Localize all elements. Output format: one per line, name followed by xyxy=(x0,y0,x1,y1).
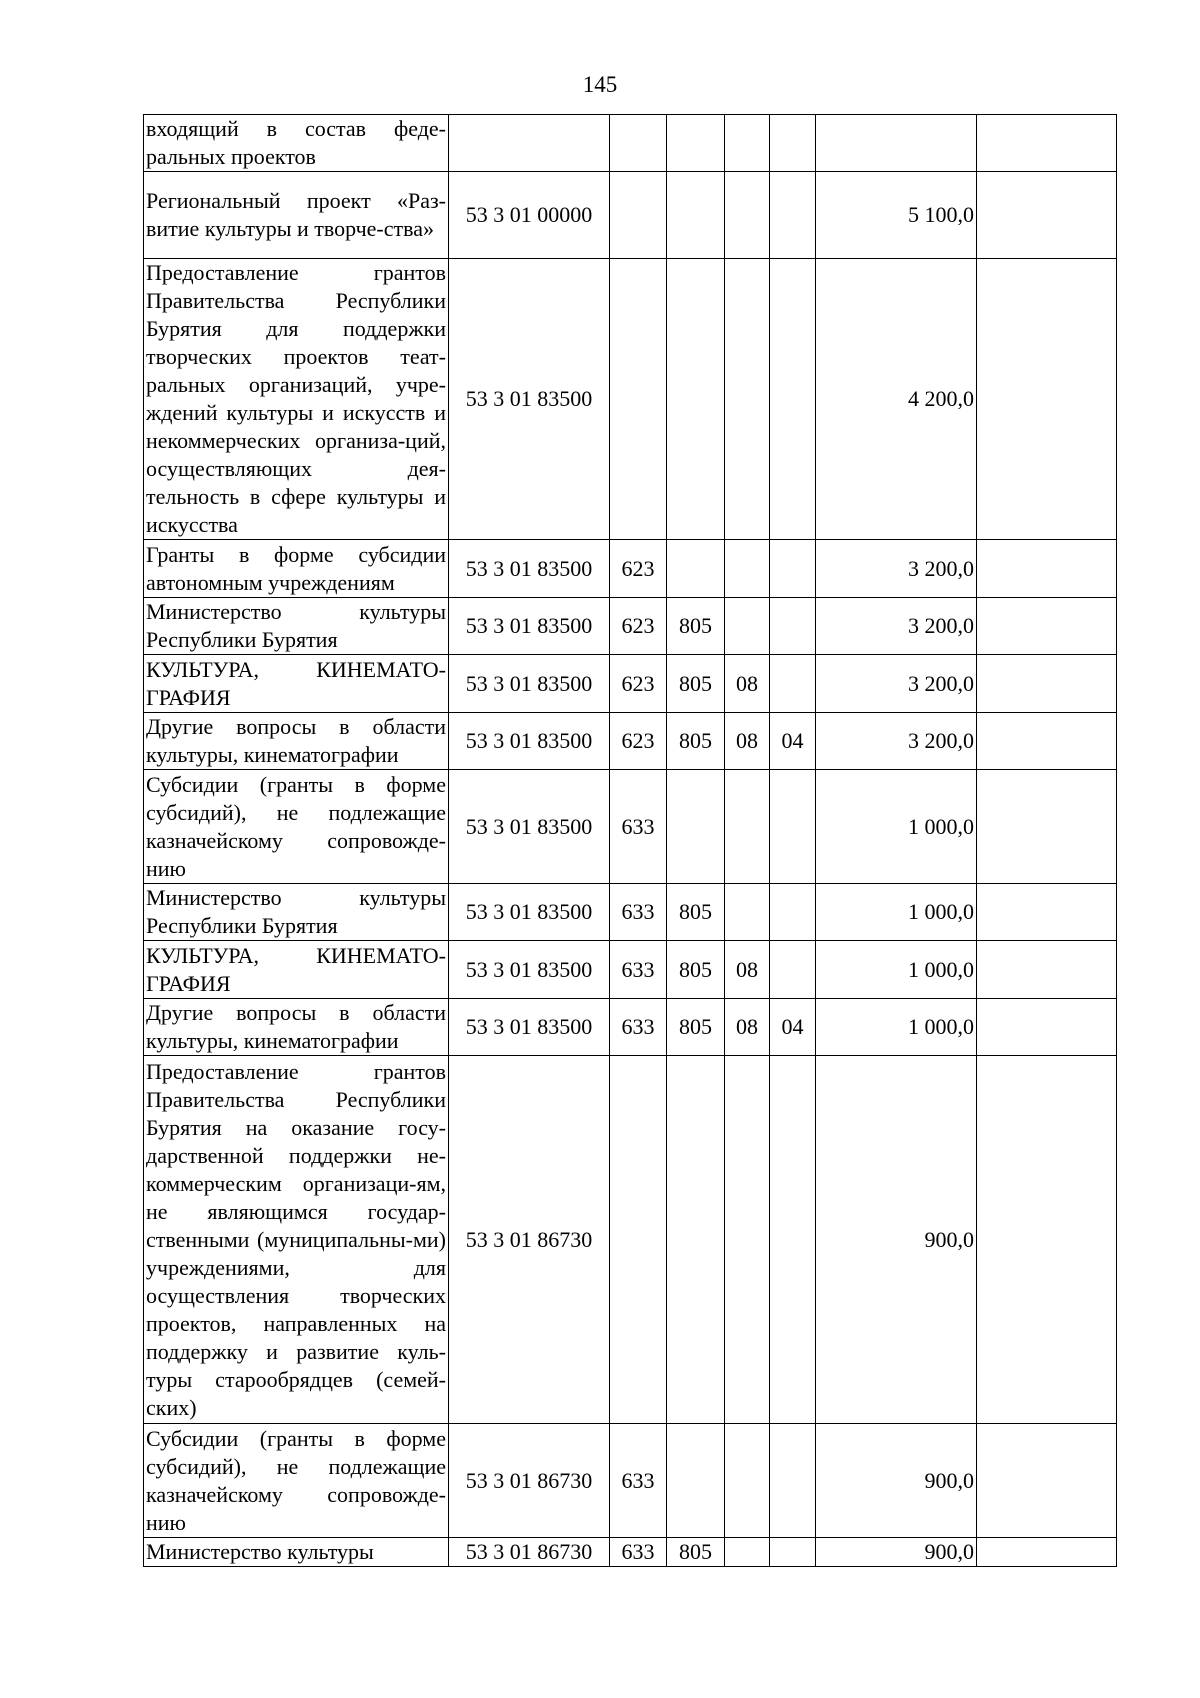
row-amount-cell: 1 000,0 xyxy=(816,884,977,941)
row-extra-cell xyxy=(977,172,1117,259)
row-ministry-code-cell: 805 xyxy=(667,1538,725,1567)
table-row xyxy=(144,884,1117,941)
row-section-cell xyxy=(725,172,770,259)
table-row xyxy=(144,655,1117,713)
row-extra-cell xyxy=(977,655,1117,713)
row-name-cell: Предоставление грантов Правительства Республики Бурятия на оказание госу-дарственной поддержки не-коммерческим организаци-ям, не являющимся государ-ственными (муниципальны-ми) учреждениями, для осуществления творческих проектов, направленных на поддержку и развитие куль-туры старообрядцев (семей-ских) xyxy=(144,1056,449,1424)
row-code-cell: 53 3 01 83500 xyxy=(449,598,610,655)
row-section-cell: 08 xyxy=(725,941,770,999)
row-section-cell xyxy=(725,598,770,655)
table-row xyxy=(144,598,1117,655)
row-code-cell: 53 3 01 86730 xyxy=(449,1538,610,1567)
row-subsection-cell xyxy=(770,770,816,884)
row-name-cell: Министерство культуры Республики Бурятия xyxy=(144,884,449,941)
row-ministry-code-cell: 805 xyxy=(667,713,725,770)
row-expense-type-cell: 633 xyxy=(610,1538,667,1567)
row-expense-type-cell xyxy=(610,259,667,540)
row-extra-cell xyxy=(977,540,1117,598)
row-section-cell xyxy=(725,884,770,941)
row-subsection-cell xyxy=(770,1538,816,1567)
row-extra-cell xyxy=(977,1056,1117,1424)
row-name-cell: Гранты в форме субсидии автономным учреждениям xyxy=(144,540,449,598)
row-section-cell: 08 xyxy=(725,713,770,770)
row-extra-cell xyxy=(977,770,1117,884)
row-section-cell xyxy=(725,259,770,540)
row-amount-cell: 900,0 xyxy=(816,1424,977,1538)
row-name-cell: Другие вопросы в области культуры, кинематографии xyxy=(144,713,449,770)
table-row xyxy=(144,115,1117,172)
row-ministry-code-cell: 805 xyxy=(667,884,725,941)
row-ministry-code-cell xyxy=(667,1424,725,1538)
row-extra-cell xyxy=(977,1424,1117,1538)
row-name-cell: Другие вопросы в области культуры, кинематографии xyxy=(144,999,449,1056)
row-subsection-cell xyxy=(770,884,816,941)
row-name-cell: Министерство культуры xyxy=(144,1538,449,1567)
table-row xyxy=(144,770,1117,884)
row-amount-cell xyxy=(816,115,977,172)
row-expense-type-cell: 623 xyxy=(610,598,667,655)
row-ministry-code-cell: 805 xyxy=(667,598,725,655)
row-amount-cell: 3 200,0 xyxy=(816,655,977,713)
row-expense-type-cell xyxy=(610,115,667,172)
page-number: 145 xyxy=(582,72,618,97)
row-amount-cell: 5 100,0 xyxy=(816,172,977,259)
row-section-cell xyxy=(725,1538,770,1567)
row-ministry-code-cell xyxy=(667,259,725,540)
row-subsection-cell xyxy=(770,259,816,540)
row-extra-cell xyxy=(977,259,1117,540)
row-expense-type-cell xyxy=(610,172,667,259)
row-extra-cell xyxy=(977,115,1117,172)
row-subsection-cell xyxy=(770,655,816,713)
table-row xyxy=(144,1424,1117,1538)
row-ministry-code-cell: 805 xyxy=(667,941,725,999)
table-row xyxy=(144,259,1117,540)
row-section-cell xyxy=(725,1056,770,1424)
row-subsection-cell: 04 xyxy=(770,713,816,770)
budget-table xyxy=(143,114,1117,1567)
row-code-cell: 53 3 01 83500 xyxy=(449,884,610,941)
row-amount-cell: 1 000,0 xyxy=(816,770,977,884)
row-name-cell: входящий в состав феде-ральных проектов xyxy=(144,115,449,172)
row-amount-cell: 1 000,0 xyxy=(816,941,977,999)
row-name-cell: КУЛЬТУРА, КИНЕМАТО-ГРАФИЯ xyxy=(144,941,449,999)
row-section-cell xyxy=(725,540,770,598)
row-section-cell xyxy=(725,770,770,884)
row-name-cell: Предоставление грантов Правительства Республики Бурятия для поддержки творческих проектов теат-ральных организаций, учре-ждений культуры и искусств и некоммерческих организа-ций, осуществляющих дея-тельность в сфере культуры и искусства xyxy=(144,259,449,540)
row-extra-cell xyxy=(977,884,1117,941)
table-body xyxy=(144,115,1117,1567)
row-subsection-cell xyxy=(770,941,816,999)
row-expense-type-cell: 623 xyxy=(610,540,667,598)
row-amount-cell: 3 200,0 xyxy=(816,713,977,770)
row-code-cell: 53 3 01 83500 xyxy=(449,713,610,770)
row-ministry-code-cell xyxy=(667,115,725,172)
row-amount-cell: 3 200,0 xyxy=(816,598,977,655)
table-row xyxy=(144,1056,1117,1424)
row-subsection-cell xyxy=(770,172,816,259)
row-code-cell: 53 3 01 83500 xyxy=(449,941,610,999)
table-row xyxy=(144,540,1117,598)
row-name-cell: Министерство культуры Республики Бурятия xyxy=(144,598,449,655)
row-code-cell: 53 3 01 86730 xyxy=(449,1056,610,1424)
table-row xyxy=(144,713,1117,770)
table-row xyxy=(144,941,1117,999)
row-ministry-code-cell: 805 xyxy=(667,655,725,713)
row-expense-type-cell: 633 xyxy=(610,1424,667,1538)
table-row xyxy=(144,1538,1117,1567)
row-section-cell xyxy=(725,115,770,172)
row-subsection-cell: 04 xyxy=(770,999,816,1056)
row-expense-type-cell: 623 xyxy=(610,655,667,713)
row-code-cell: 53 3 01 83500 xyxy=(449,999,610,1056)
row-expense-type-cell: 633 xyxy=(610,999,667,1056)
row-expense-type-cell: 633 xyxy=(610,770,667,884)
row-amount-cell: 1 000,0 xyxy=(816,999,977,1056)
row-amount-cell: 3 200,0 xyxy=(816,540,977,598)
row-expense-type-cell xyxy=(610,1056,667,1424)
row-ministry-code-cell xyxy=(667,172,725,259)
row-section-cell xyxy=(725,1424,770,1538)
row-amount-cell: 900,0 xyxy=(816,1056,977,1424)
row-name-cell: Региональный проект «Раз-витие культуры и творче-ства» xyxy=(144,172,449,259)
row-section-cell: 08 xyxy=(725,655,770,713)
row-section-cell: 08 xyxy=(725,999,770,1056)
table-row xyxy=(144,172,1117,259)
row-amount-cell: 4 200,0 xyxy=(816,259,977,540)
row-code-cell: 53 3 01 83500 xyxy=(449,259,610,540)
row-extra-cell xyxy=(977,999,1117,1056)
row-ministry-code-cell xyxy=(667,770,725,884)
row-code-cell xyxy=(449,115,610,172)
row-extra-cell xyxy=(977,713,1117,770)
row-code-cell: 53 3 01 00000 xyxy=(449,172,610,259)
row-subsection-cell xyxy=(770,1424,816,1538)
row-name-cell: Субсидии (гранты в форме субсидий), не подлежащие казначейскому сопровожде-нию xyxy=(144,770,449,884)
row-ministry-code-cell xyxy=(667,1056,725,1424)
row-code-cell: 53 3 01 83500 xyxy=(449,540,610,598)
row-amount-cell: 900,0 xyxy=(816,1538,977,1567)
row-expense-type-cell: 623 xyxy=(610,713,667,770)
row-subsection-cell xyxy=(770,1056,816,1424)
row-ministry-code-cell xyxy=(667,540,725,598)
row-subsection-cell xyxy=(770,540,816,598)
table-row xyxy=(144,999,1117,1056)
row-subsection-cell xyxy=(770,115,816,172)
row-extra-cell xyxy=(977,941,1117,999)
row-expense-type-cell: 633 xyxy=(610,941,667,999)
row-code-cell: 53 3 01 83500 xyxy=(449,655,610,713)
row-code-cell: 53 3 01 83500 xyxy=(449,770,610,884)
row-expense-type-cell: 633 xyxy=(610,884,667,941)
row-extra-cell xyxy=(977,1538,1117,1567)
row-extra-cell xyxy=(977,598,1117,655)
row-code-cell: 53 3 01 86730 xyxy=(449,1424,610,1538)
row-name-cell: Субсидии (гранты в форме субсидий), не подлежащие казначейскому сопровожде-нию xyxy=(144,1424,449,1538)
row-name-cell: КУЛЬТУРА, КИНЕМАТО-ГРАФИЯ xyxy=(144,655,449,713)
row-ministry-code-cell: 805 xyxy=(667,999,725,1056)
row-subsection-cell xyxy=(770,598,816,655)
